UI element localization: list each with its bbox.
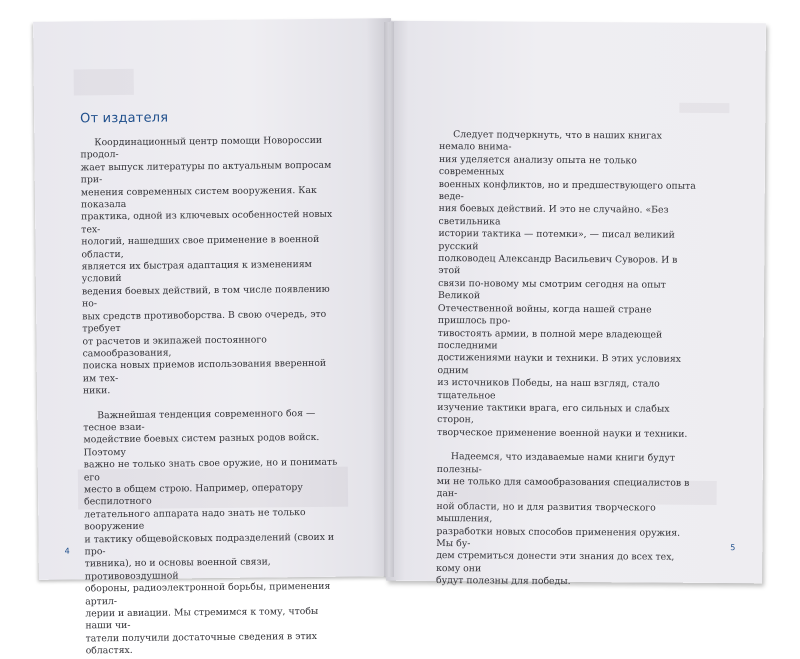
- text-line: достижениями науки и техники. В этих условиях одним: [437, 352, 681, 376]
- book-gutter: [384, 22, 394, 577]
- section-heading: От издателя: [80, 110, 169, 127]
- text-line: практика, одной из ключевых особенностей новых тех-: [81, 209, 333, 236]
- text-line: творческое применение военной науки и техники.: [437, 426, 688, 440]
- text-line: обороны, радиоэлектронной борьбы, применения артил-: [84, 581, 331, 608]
- text-line: Важнейшая тенденция современного боя — тесное взаи-: [83, 407, 316, 434]
- text-line: ния боевых действий. И это не случайно. «Без светильника: [438, 203, 669, 228]
- show-through-block: [679, 103, 729, 113]
- text-line: является их быстрая адаптация к изменениям условий: [81, 259, 312, 285]
- text-line: летательного аппарата надо знать не только вооружение: [84, 506, 306, 533]
- text-line: и тактику общевойсковых подразделений (своих и про-: [84, 531, 335, 558]
- text-line: тивника), но и основы военной связи, противовоздушной: [84, 556, 271, 583]
- text-line: будут полезны для победы.: [436, 575, 571, 588]
- left-page: [33, 18, 397, 657]
- paragraph-2: [83, 407, 344, 658]
- text-line: от расчетов и экипажей постоянного самообразования,: [82, 333, 267, 360]
- text-line: татели получили достаточные сведения в этих областях.: [85, 630, 318, 657]
- text-line: лерии и авиации. Мы стремимся к тому, чтобы наши чи-: [85, 605, 319, 632]
- text-line: связи по-новому мы смотрим сегодня на опыт Великой: [438, 277, 666, 302]
- text-line: вых средств противоборства. В свою очередь, это требует: [82, 308, 327, 335]
- text-line: изучение тактики врага, его сильных и слабых сторон,: [437, 401, 670, 426]
- right-page: [386, 21, 766, 588]
- text-line: дем стремиться донести эти знания до всех тех, кому они: [436, 550, 675, 575]
- text-line: ведения боевых действий, в том числе появлению но-: [81, 283, 330, 310]
- text-line: истории тактика — потемки», — писал великий русский: [438, 228, 675, 252]
- paragraph-1: [80, 135, 341, 398]
- text-line: нологий, нашедших свое применение в военной области,: [81, 234, 320, 261]
- text-line: модействие боевых систем разных родов войск. Поэтому: [83, 432, 320, 459]
- text-line: из источников Победы, на наш взгляд, стало тщательное: [437, 377, 660, 401]
- paragraph-2: [436, 451, 695, 589]
- text-line: тивостоять армии, в полной мере владеющей последними: [437, 327, 663, 352]
- paragraph-1: [437, 129, 697, 441]
- text-line: Следует подчеркнуть, что в наших книгах немало внима-: [439, 129, 662, 153]
- text-line: важно не только знать свое оружие, но и понимать его: [83, 456, 338, 483]
- text-line: военных конфликтов, но и предшествующего опыта веде-: [438, 178, 696, 203]
- text-line: ной области, но и для развития творческого мышления,: [436, 500, 656, 525]
- text-line: Отечественной войны, когда нашей стране пришлось про-: [437, 302, 652, 327]
- text-line: Надеемся, что издаваемые нами книги будут полезны-: [436, 451, 676, 475]
- text-line: Координационный центр помощи Новороссии продол-: [80, 134, 323, 161]
- right-body-text: [436, 129, 697, 589]
- left-body-text: [80, 135, 343, 658]
- text-line: поиска новых приемов использования вверенной им тех-: [82, 358, 327, 385]
- text-line: ники.: [82, 385, 111, 397]
- text-line: место в общем строю. Например, оператору беспилотного: [83, 482, 303, 508]
- text-line: менения современных систем вооружения. Как показала: [80, 184, 317, 211]
- text-line: жает выпуск литературы по актуальным вопросам при-: [80, 159, 332, 186]
- text-line: полководец Александр Васильевич Суворов. И в этой: [438, 253, 678, 277]
- text-line: ми не только для самообразования специалистов в дан-: [436, 476, 690, 500]
- text-line: ния уделяется анализу опыта не только современных: [438, 153, 637, 178]
- page-number: 5: [730, 543, 736, 553]
- show-through-block: [74, 69, 134, 96]
- text-line: разработки новых способов применения оружия. Мы бу-: [436, 525, 681, 550]
- page-number: 4: [64, 546, 70, 556]
